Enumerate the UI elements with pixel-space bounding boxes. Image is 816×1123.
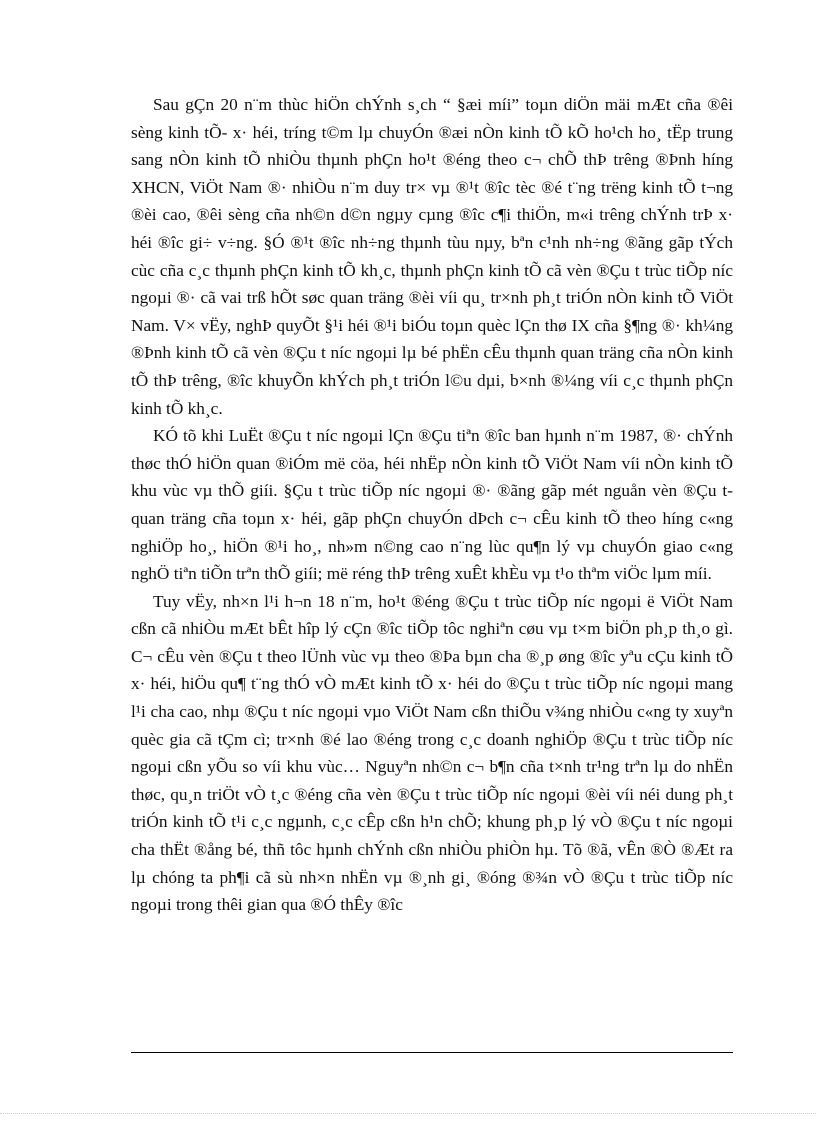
document-body <box>131 91 733 919</box>
footer-divider <box>131 1052 733 1053</box>
paragraph-3: Tuy vËy, nh×n l¹i h¬n 18 n¨m, ho¹t ®éng ®Çu t trùc tiÕp níc ngoµi ë ViÖt Nam cßn cã nhiÒu mÆt bÊt hîp lý cÇn ®îc tiÕp tôc nghiªn cøu vµ t×m biÖn ph¸p th¸o gì. C¬ cÊu vèn ®Çu t theo lÜnh vùc vµ theo ®Þa bµn cha ®¸p øng ®îc yªu cÇu kinh tÕ x· héi, hiÖu qu¶ t¨ng thÓ vÒ mÆt kinh tÕ x· héi do ®Çu t trùc tiÕp níc ngoµi mang l¹i cha cao, nhµ ®Çu t níc ngoµi vµo ViÖt Nam cßn thiÕu v¾ng nhiÒu c«ng ty xuyªn quèc gia cã tÇm cì; tr×nh ®é lao ®éng trong c¸c doanh nghiÖp ®Çu t trùc tiÕp níc ngoµi cßn yÕu so víi khu vùc… Nguyªn nh©n c¬ b¶n cña t×nh tr¹ng trªn lµ do nhËn thøc, qu¸n triÖt vÒ t¸c ®éng cña vèn ®Çu t trùc tiÕp níc ngoµi ®èi víi néi dung ph¸t triÓn kinh tÕ t¹i c¸c ngµnh, c¸c cÊp cßn h¹n chÕ; khung ph¸p lý vÒ ®Çu t níc ngoµi cha thËt ®ång bé, thñ tôc hµnh chÝnh cßn nhiÒu phiÒn hµ. Tõ ®ã, vÊn ®Ò ®Æt ra lµ chóng ta ph¶i cã sù nh×n nhËn vµ ®¸nh gi¸ ®óng ®¾n vÒ ®Çu t trùc tiÕp níc ngoµi trong thêi gian qua ®Ó thÊy ®îc <box>131 591 733 915</box>
page-bottom-edge <box>0 1113 816 1114</box>
paragraph-2: KÓ tõ khi LuËt ®Çu t níc ngoµi lÇn ®Çu tiªn ®îc ban hµnh n¨m 1987, ®· chÝnh thøc thÓ hiÖn quan ®iÓm më cöa, héi nhËp nÒn kinh tÕ ViÖt Nam víi nÒn kinh tÕ khu vùc vµ thÕ giíi. §Çu t trùc tiÕp níc ngoµi ®· ®ãng gãp mét nguån vèn ®Çu t quan träng cña toµn x· héi, gãp phÇn chuyÓn dÞch c¬ cÊu kinh tÕ theo híng c«ng nghiÖp ho¸, hiÖn ®¹i ho¸, nh»m n©ng cao n¨ng lùc qu¶n lý vµ chuyÓn giao c«ng nghÖ tiªn tiÕn trªn thÕ giíi; më réng thÞ trêng xuÊt khÈu vµ t¹o thªm viÖc lµm míi. <box>131 426 733 584</box>
paragraph-1: Sau gÇn 20 n¨m thùc hiÖn chÝnh s¸ch “ §æi míi” toµn diÖn mäi mÆt cña ®êi sèng kinh tÕ- x· héi, tríng t©m lµ chuyÓn ®æi nÒn kinh tÕ kÕ ho¹ch ho¸ tËp trung sang nÒn kinh tÕ nhiÒu thµnh phÇn ho¹t ®éng theo c¬ chÕ thÞ trêng ®Þnh híng XHCN, ViÖt Nam ®· nhiÒu n¨m duy tr× vµ ®¹t ®îc tèc ®é t¨ng trëng kinh tÕ t¬ng ®èi cao, ®êi sèng cña nh©n d©n ngµy cµng ®îc c¶i thiÖn, m«i trêng chÝnh trÞ x· héi ®îc gi÷ v÷ng. §Ó ®¹t ®îc nh÷ng thµnh tùu nµy, bªn c¹nh nh÷ng ®ãng gãp tÝch cùc cña c¸c thµnh phÇn kinh tÕ kh¸c, thµnh phÇn kinh tÕ cã vèn ®Çu t trùc tiÕp níc ngoµi ®· cã vai trß hÕt søc quan träng ®èi víi qu¸ tr×nh ph¸t triÓn nÒn kinh tÕ ViÖt Nam. V× vËy, nghÞ quyÕt §¹i héi ®¹i biÓu toµn quèc lÇn thø IX cña §¶ng ®· kh¼ng ®Þnh kinh tÕ cã vèn ®Çu t níc ngoµi lµ bé phËn cÊu thµnh quan träng cña nÒn kinh tÕ thÞ trêng, ®îc khuyÕn khÝch ph¸t triÓn l©u dµi, b×nh ®¼ng víi c¸c thµnh phÇn kinh tÕ kh¸c. <box>131 95 733 418</box>
